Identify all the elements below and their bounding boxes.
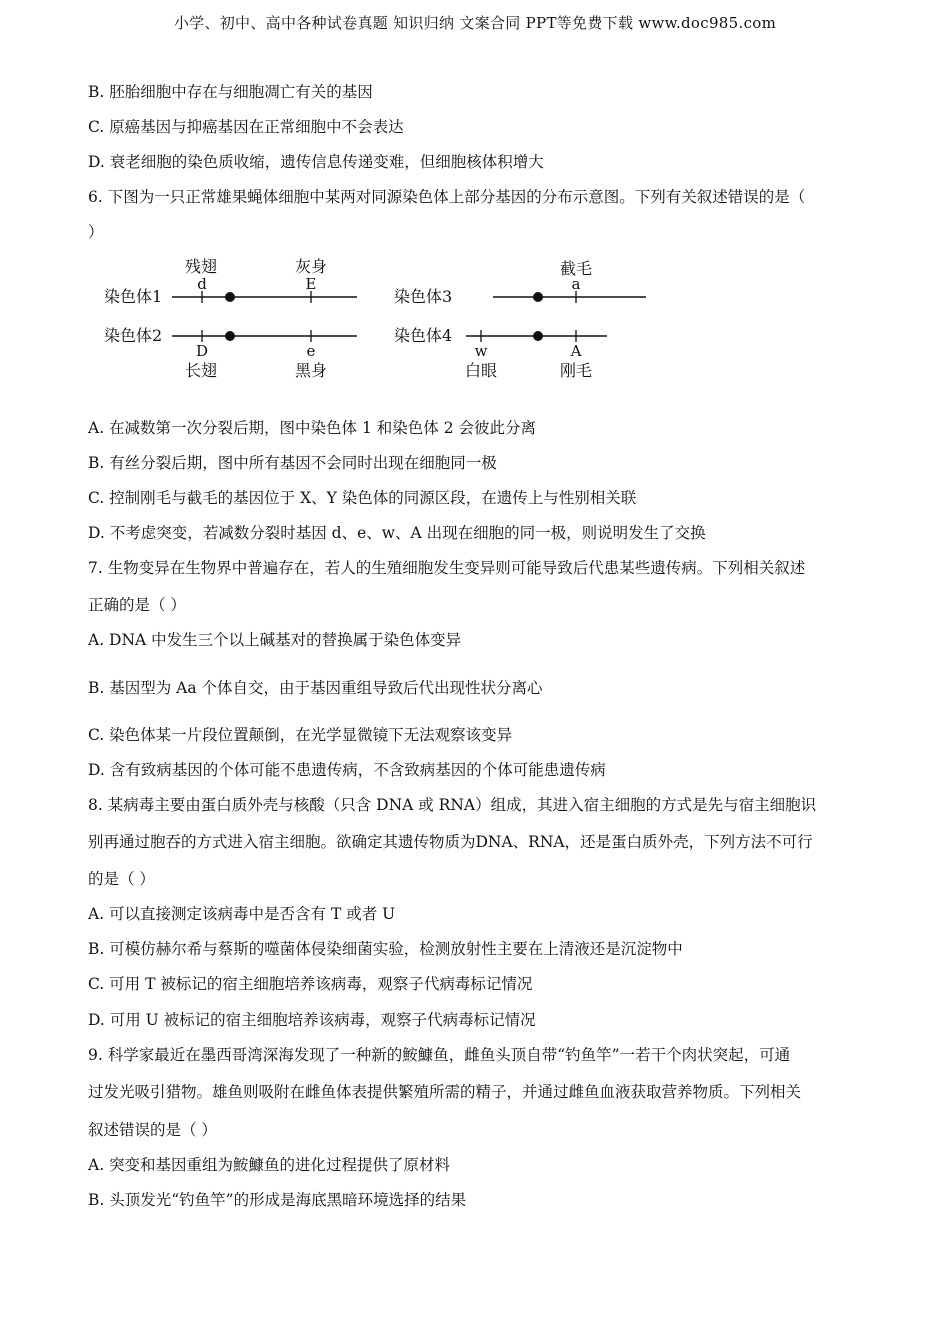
chr1-centromere: [225, 292, 235, 302]
q9-stem-line1: 9. 科学家最近在墨西哥湾深海发现了一种新的鮟鱇鱼，雌鱼头顶自带“钓鱼竿”一若干个肉状突起，可通: [88, 1046, 791, 1064]
chr3-centromere: [533, 292, 543, 302]
gene-a: a: [571, 275, 581, 293]
q5-option-d: D. 衰老细胞的染色质收缩，遗传信息传递变难，但细胞核体积增大: [88, 153, 544, 171]
q7-stem-line2: 正确的是（ ）: [88, 596, 186, 614]
q6-option-d: D. 不考虑突变，若减数分裂时基因 d、e、w、A 出现在细胞的同一极，则说明发生了交换: [88, 524, 706, 542]
q8-stem-line2: 别再通过胞吞的方式进入宿主细胞。欲确定其遗传物质为DNA、RNA，还是蛋白质外壳，下列方法不可行: [88, 833, 813, 851]
q6-option-b: B. 有丝分裂后期，图中所有基因不会同时出现在细胞同一极: [88, 454, 497, 472]
chr1-label: 染色体1: [104, 287, 163, 306]
gene-D-trait: 长翅: [184, 361, 218, 380]
chr2-centromere: [225, 331, 235, 341]
q9-option-a: A. 突变和基因重组为鮟鱇鱼的进化过程提供了原材料: [88, 1156, 451, 1174]
q6-stem-line1: 6. 下图为一只正常雄果蝇体细胞中某两对同源染色体上部分基因的分布示意图。下列有关叙述错误的是（: [88, 188, 806, 206]
gene-d-trait: 残翅: [184, 257, 218, 276]
q7-option-d: D. 含有致病基因的个体可能不患遗传病，不含致病基因的个体可能患遗传病: [88, 761, 606, 779]
q5-option-b: B. 胚胎细胞中存在与细胞凋亡有关的基因: [88, 83, 373, 101]
gene-E: E: [305, 275, 317, 293]
q6-stem-line2: ）: [88, 223, 104, 241]
q8-stem-line1: 8. 某病毒主要由蛋白质外壳与核酸（只含 DNA 或 RNA）组成，其进入宿主细胞的方式是先与宿主细胞识: [88, 796, 817, 814]
chr2-label: 染色体2: [104, 326, 163, 345]
q9-option-b: B. 头顶发光“钓鱼竿”的形成是海底黑暗环境选择的结果: [88, 1191, 467, 1209]
chr3-label: 染色体3: [394, 287, 453, 306]
gene-w-trait: 白眼: [464, 361, 498, 380]
q8-option-b: B. 可模仿赫尔希与蔡斯的噬菌体侵染细菌实验，检测放射性主要在上清液还是沉淀物中: [88, 940, 683, 958]
q5-option-c: C. 原癌基因与抑癌基因在正常细胞中不会表达: [88, 118, 404, 136]
q8-option-a: A. 可以直接测定该病毒中是否含有 T 或者 U: [88, 905, 396, 923]
chr4-label: 染色体4: [394, 326, 453, 345]
chr4-centromere: [533, 331, 543, 341]
gene-E-trait: 灰身: [294, 257, 328, 276]
q8-option-c: C. 可用 T 被标记的宿主细胞培养该病毒，观察子代病毒标记情况: [88, 975, 533, 993]
q7-option-b: B. 基因型为 Aa 个体自交，由于基因重组导致后代出现性状分离心: [88, 679, 543, 697]
q7-stem-line1: 7. 生物变异在生物界中普遍存在，若人的生殖细胞发生变异则可能导致后代患某些遗传病。下列相关叙述: [88, 559, 806, 577]
q6-option-a: A. 在减数第一次分裂后期，图中染色体 1 和染色体 2 会彼此分离: [88, 419, 536, 437]
gene-d: d: [197, 275, 207, 293]
gene-w: w: [474, 342, 488, 360]
gene-D: D: [195, 342, 209, 360]
gene-A: A: [570, 342, 582, 360]
q8-stem-line3: 的是（ ）: [88, 870, 155, 888]
q9-stem-line2: 过发光吸引猎物。雄鱼则吸附在雌鱼体表提供繁殖所需的精子，并通过雌鱼血液获取营养物质。下列相关: [88, 1083, 802, 1101]
q7-option-a: A. DNA 中发生三个以上碱基对的替换属于染色体变异: [88, 631, 462, 649]
chromosome-diagram: [100, 255, 660, 385]
q8-option-d: D. 可用 U 被标记的宿主细胞培养该病毒，观察子代病毒标记情况: [88, 1011, 536, 1029]
page-header: 小学、初中、高中各种试卷真题 知识归纳 文案合同 PPT等免费下载 www.doc985.com: [173, 14, 777, 32]
gene-e: e: [306, 342, 316, 360]
q7-option-c: C. 染色体某一片段位置颠倒，在光学显微镜下无法观察该变异: [88, 726, 513, 744]
q6-option-c: C. 控制刚毛与截毛的基因位于 X、Y 染色体的同源区段，在遗传上与性别相关联: [88, 489, 637, 507]
gene-a-trait: 截毛: [559, 259, 593, 278]
q9-stem-line3: 叙述错误的是（ ）: [88, 1121, 217, 1139]
gene-A-trait: 刚毛: [559, 361, 593, 380]
gene-e-trait: 黑身: [294, 361, 328, 380]
